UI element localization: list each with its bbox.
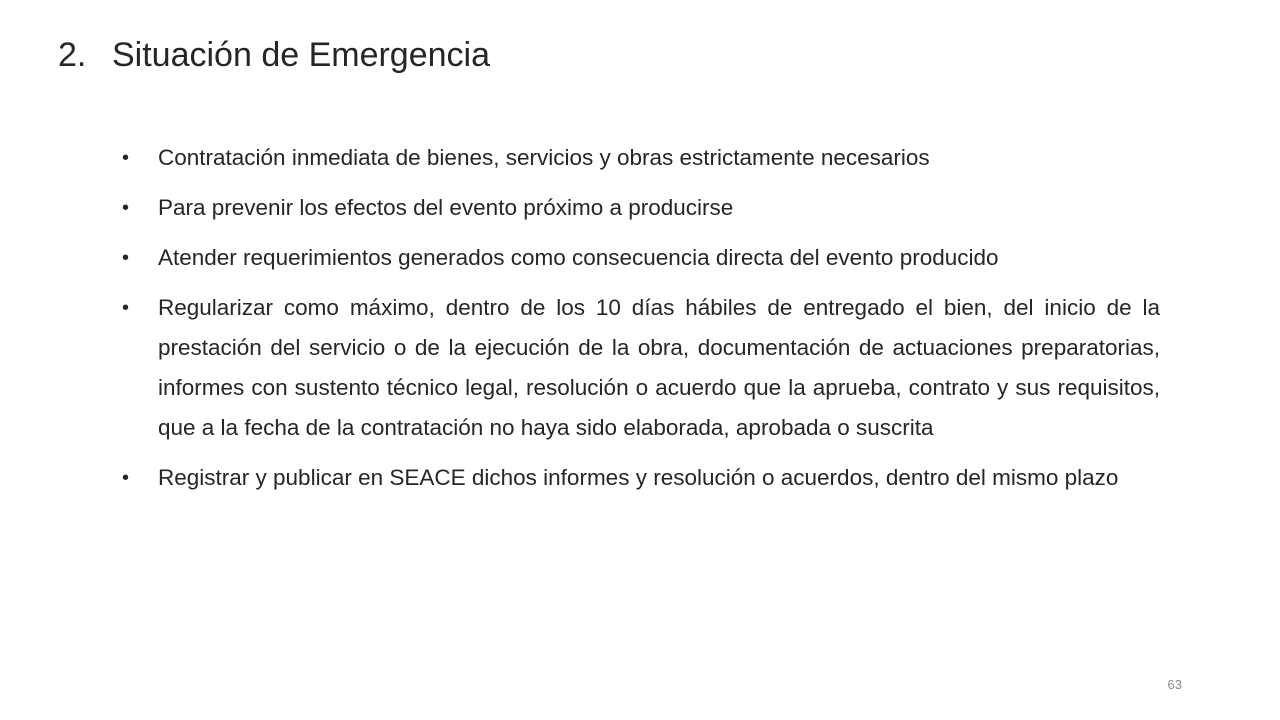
title-text: Situación de Emergencia	[112, 36, 491, 74]
page-number: 63	[1167, 677, 1182, 692]
bullet-icon: •	[122, 297, 130, 319]
bullet-text: Regularizar como máximo, dentro de los 10 días hábiles de entregado el bien, del inicio de la prestación del servicio o de la ejecución de la obra, documentación de actuaciones preparatorias, informes con sustento técnico legal, resolución o acuerdo que la aprueba, contrato y sus requisitos, que a la fecha de la contratación no haya sido elaborada, aprobada o suscrita	[158, 295, 1160, 440]
bullet-icon: •	[122, 147, 130, 169]
bullet-text: Atender requerimientos generados como consecuencia directa del evento producido	[158, 245, 999, 270]
bullet-list	[122, 138, 1160, 508]
list-item	[122, 238, 1160, 278]
list-item	[122, 458, 1160, 498]
bullet-text: Registrar y publicar en SEACE dichos informes y resolución o acuerdos, dentro del mismo plazo	[158, 465, 1119, 490]
bullet-icon: •	[122, 467, 130, 489]
list-item	[122, 138, 1160, 178]
title-number: 2.	[58, 36, 87, 74]
bullet-icon: •	[122, 197, 130, 219]
bullet-text: Para prevenir los efectos del evento próximo a producirse	[158, 195, 734, 220]
slide-title	[58, 32, 490, 78]
list-item	[122, 188, 1160, 228]
list-item	[122, 288, 1160, 448]
bullet-text: Contratación inmediata de bienes, servicios y obras estrictamente necesarios	[158, 145, 930, 170]
bullet-icon: •	[122, 247, 130, 269]
